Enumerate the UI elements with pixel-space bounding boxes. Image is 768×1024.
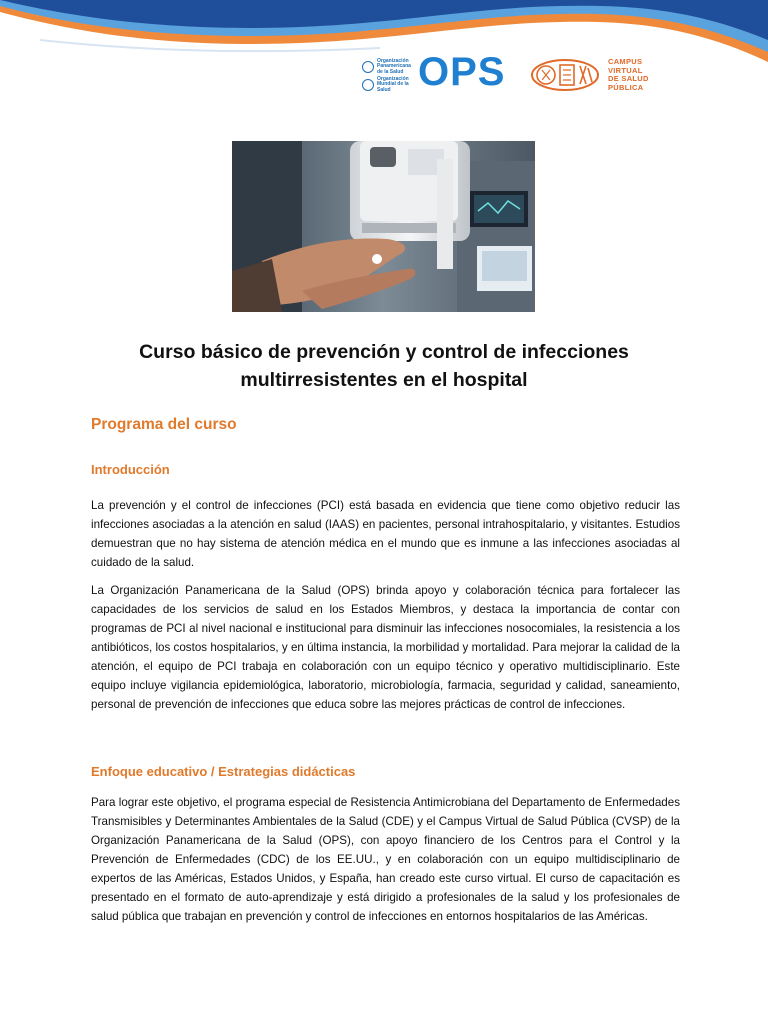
section-heading-programa: Programa del curso [91, 416, 237, 433]
paho-logo-text: Organización Panamericana de la Salud [377, 57, 411, 75]
course-title [60, 338, 708, 394]
intro-paragraph-1: La prevención y el control de infecciones (PCI) está basada en evidencia que tiene como objetivo reducir las infecciones asociadas a la atención en salud (IAAS) en pacientes, personal intrahospitalario, y visitantes. Estudios demuestran que no hay sistema de atención médica en el mundo que es inmune a las infecciones asociadas al cuidado de la salud. [91, 499, 680, 569]
approach-paragraph: Para lograr este objetivo, el programa especial de Resistencia Antimicrobiana del Departamento de Enfermedades Transmisibles y Determinantes Ambientales de la Salud (CDE) y el Campus Virtual de Salud Pública (CVSP) de la Organización Panamericana de la Salud (OPS), con apoyo financiero de los Centros para el Control y la Prevención de Enfermedades (CDC) de los EE.UU., y en colaboración con un equipo multidisciplinario de expertos de las Américas, Estados Unidos, y España, han creado este curso virtual. El curso de capacitación es presentado en el formato de auto-aprendizaje y está dirigido a profesionales de la salud y los profesionales de salud pública que trabajan en prevención y control de infecciones en entornos hospitalarios de las Américas. [91, 796, 680, 923]
campus-virtual-logo-text: CAMPUS VIRTUAL DE SALUD PÚBLICA [608, 57, 649, 92]
section-heading-enfoque: Enfoque educativo / Estrategias didácticas [91, 764, 356, 779]
who-logo-text: Organización Mundial de la Salud [377, 75, 409, 93]
paho-emblem-icon [362, 61, 374, 73]
intro-paragraph-2: La Organización Panamericana de la Salud (OPS) brinda apoyo y colaboración técnica para fortalecer las capacidades de los servicios de salud en los Estados Miembros, y destaca la importancia de contar con programas de PCI al nivel nacional e institucional para disminuir las infecciones nosocomiales, la resistencia a los antibióticos, los costos hospitalarios, y en última instancia, la morbilidad y mortalidad. Para mejorar la calidad de la atención, el equipo de PCI trabaja en colaboración con un equipo técnico y operativo multidisciplinario. Este equipo incluye vigilancia epidemiológica, laboratorio, microbiología, farmacia, seguridad y calidad, saneamiento, personal de prevención de infecciones que educa sobre las mejores prácticas de control de infecciones. [91, 584, 680, 711]
course-title-line-1: Curso básico de prevención y control de infecciones [139, 341, 629, 363]
course-title-line-2: multirresistentes en el hospital [240, 369, 528, 391]
hand-sanitizer-dispenser-photo [232, 141, 535, 312]
section-heading-introduccion: Introducción [91, 462, 170, 477]
paho-who-logo [362, 58, 414, 94]
logo-bar [362, 50, 662, 98]
who-emblem-icon [362, 79, 374, 91]
campus-virtual-emblem-icon [530, 58, 600, 92]
ops-logo: OPS [418, 50, 506, 94]
